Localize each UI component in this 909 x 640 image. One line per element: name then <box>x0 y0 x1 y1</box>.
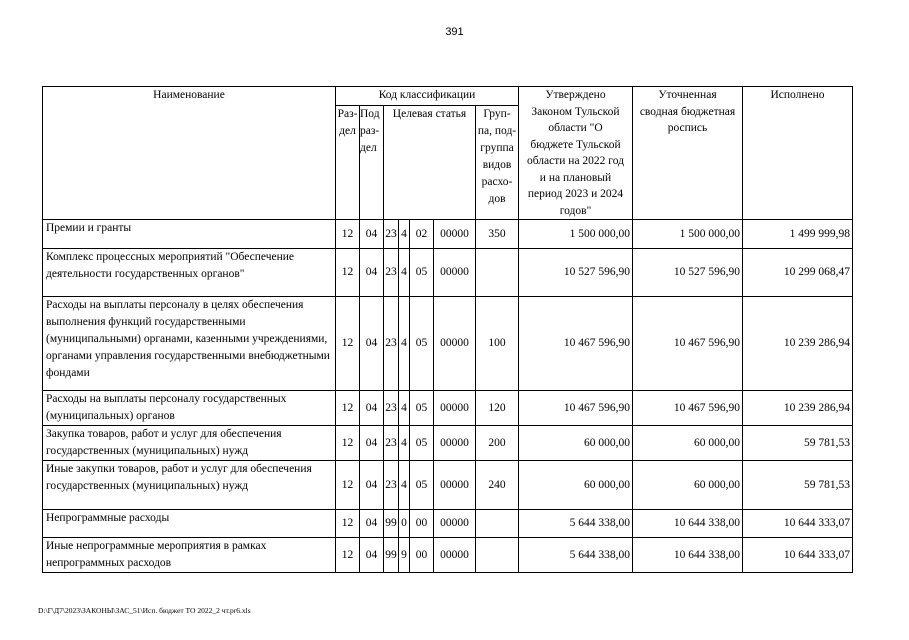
row-name: Премии и гранты <box>43 220 336 249</box>
row-target-article-type: 4 <box>399 297 410 391</box>
header-approved: Утверждено Законом Тульской области "О бюджете Тульской области на 2022 год и на плановый период 2023 и 2024 годов" <box>519 87 633 220</box>
row-target-article-subprogram: 05 <box>410 461 434 510</box>
row-target-article-subprogram: 05 <box>410 391 434 426</box>
row-executed: 1 499 999,98 <box>743 220 853 249</box>
row-executed: 10 644 333,07 <box>743 510 853 538</box>
row-target-article-type: 4 <box>399 220 410 249</box>
row-razdel: 12 <box>336 510 360 538</box>
row-target-article-program: 23 <box>384 391 399 426</box>
table-row <box>43 249 853 297</box>
header-refined: Уточненная сводная бюджетная роспись <box>633 87 743 220</box>
row-executed: 10 644 333,07 <box>743 538 853 573</box>
row-name: Закупка товаров, работ и услуг для обеспечения государственных (муниципальных) нужд <box>43 426 336 461</box>
row-target-article-direction: 00000 <box>434 510 476 538</box>
row-target-article-subprogram: 05 <box>410 297 434 391</box>
row-refined: 1 500 000,00 <box>633 220 743 249</box>
header-section: Раз- дел <box>336 105 360 219</box>
row-expense-group <box>476 538 519 573</box>
table-row <box>43 510 853 538</box>
row-podrazdel: 04 <box>360 510 384 538</box>
row-target-article-type: 4 <box>399 426 410 461</box>
row-podrazdel: 04 <box>360 461 384 510</box>
row-executed: 10 239 286,94 <box>743 297 853 391</box>
row-target-article-program: 99 <box>384 538 399 573</box>
row-approved: 10 467 596,90 <box>519 391 633 426</box>
row-expense-group: 240 <box>476 461 519 510</box>
row-approved: 60 000,00 <box>519 426 633 461</box>
row-approved: 10 467 596,90 <box>519 297 633 391</box>
row-name: Комплекс процессных мероприятий "Обеспечение деятельности государственных органов" <box>43 249 336 297</box>
row-approved: 5 644 338,00 <box>519 510 633 538</box>
row-target-article-type: 4 <box>399 249 410 297</box>
row-expense-group <box>476 510 519 538</box>
row-podrazdel: 04 <box>360 249 384 297</box>
row-expense-group: 120 <box>476 391 519 426</box>
row-target-article-type: 4 <box>399 391 410 426</box>
row-executed: 59 781,53 <box>743 461 853 510</box>
row-executed: 10 299 068,47 <box>743 249 853 297</box>
table-row <box>43 391 853 426</box>
row-podrazdel: 04 <box>360 391 384 426</box>
row-target-article-direction: 00000 <box>434 391 476 426</box>
row-executed: 10 239 286,94 <box>743 391 853 426</box>
row-razdel: 12 <box>336 249 360 297</box>
row-target-article-direction: 00000 <box>434 220 476 249</box>
row-approved: 10 527 596,90 <box>519 249 633 297</box>
row-expense-group <box>476 249 519 297</box>
row-target-article-type: 4 <box>399 461 410 510</box>
row-refined: 60 000,00 <box>633 461 743 510</box>
row-refined: 10 467 596,90 <box>633 391 743 426</box>
row-expense-group: 200 <box>476 426 519 461</box>
row-target-article-program: 23 <box>384 461 399 510</box>
row-target-article-type: 0 <box>399 510 410 538</box>
row-target-article-subprogram: 05 <box>410 426 434 461</box>
header-group: Груп- па, под- группа видов расхо- дов <box>476 105 519 219</box>
header-subsection: Под раз- дел <box>360 105 384 219</box>
row-name: Расходы на выплаты персоналу в целях обеспечения выполнения функций государственными (муниципальными) органами, казенными учреждениями, органами управления государственными внебюджетными фондами <box>43 297 336 391</box>
row-name: Расходы на выплаты персоналу государственных (муниципальных) органов <box>43 391 336 426</box>
row-podrazdel: 04 <box>360 220 384 249</box>
row-name: Иные закупки товаров, работ и услуг для обеспечения государственных (муниципальных) нужд <box>43 461 336 510</box>
row-podrazdel: 04 <box>360 426 384 461</box>
budget-table <box>42 86 853 573</box>
row-refined: 60 000,00 <box>633 426 743 461</box>
row-target-article-direction: 00000 <box>434 249 476 297</box>
row-target-article-program: 99 <box>384 510 399 538</box>
row-podrazdel: 04 <box>360 538 384 573</box>
header-name: Наименование <box>43 87 336 220</box>
header-executed: Исполнено <box>743 87 853 220</box>
row-name: Иные непрограммные мероприятия в рамках непрограммных расходов <box>43 538 336 573</box>
table-row <box>43 538 853 573</box>
header-target-article: Целевая статья <box>384 105 476 219</box>
row-approved: 5 644 338,00 <box>519 538 633 573</box>
row-razdel: 12 <box>336 538 360 573</box>
row-target-article-subprogram: 00 <box>410 510 434 538</box>
table-row <box>43 297 853 391</box>
row-target-article-direction: 00000 <box>434 461 476 510</box>
row-refined: 10 644 338,00 <box>633 538 743 573</box>
row-target-article-subprogram: 02 <box>410 220 434 249</box>
row-target-article-subprogram: 00 <box>410 538 434 573</box>
table-row <box>43 426 853 461</box>
row-approved: 1 500 000,00 <box>519 220 633 249</box>
row-razdel: 12 <box>336 426 360 461</box>
row-executed: 59 781,53 <box>743 426 853 461</box>
file-path-footer: D:\Г\Д7\2023\ЗАКОНЫ\ЗАС_51\Исп. бюджет ТО 2022_2 чт.pr6.xls <box>38 606 251 615</box>
row-expense-group: 100 <box>476 297 519 391</box>
row-target-article-program: 23 <box>384 249 399 297</box>
row-target-article-subprogram: 05 <box>410 249 434 297</box>
page-number: 391 <box>445 26 464 38</box>
row-expense-group: 350 <box>476 220 519 249</box>
header-code-classification: Код классификации <box>336 87 519 106</box>
row-refined: 10 527 596,90 <box>633 249 743 297</box>
row-target-article-program: 23 <box>384 297 399 391</box>
row-razdel: 12 <box>336 297 360 391</box>
row-razdel: 12 <box>336 461 360 510</box>
row-target-article-type: 9 <box>399 538 410 573</box>
row-target-article-direction: 00000 <box>434 297 476 391</box>
row-razdel: 12 <box>336 391 360 426</box>
row-refined: 10 644 338,00 <box>633 510 743 538</box>
table-row <box>43 461 853 510</box>
row-target-article-program: 23 <box>384 220 399 249</box>
table-row <box>43 220 853 249</box>
row-razdel: 12 <box>336 220 360 249</box>
row-target-article-direction: 00000 <box>434 426 476 461</box>
row-refined: 10 467 596,90 <box>633 297 743 391</box>
row-approved: 60 000,00 <box>519 461 633 510</box>
row-target-article-program: 23 <box>384 426 399 461</box>
row-podrazdel: 04 <box>360 297 384 391</box>
row-target-article-direction: 00000 <box>434 538 476 573</box>
row-name: Непрограммные расходы <box>43 510 336 538</box>
